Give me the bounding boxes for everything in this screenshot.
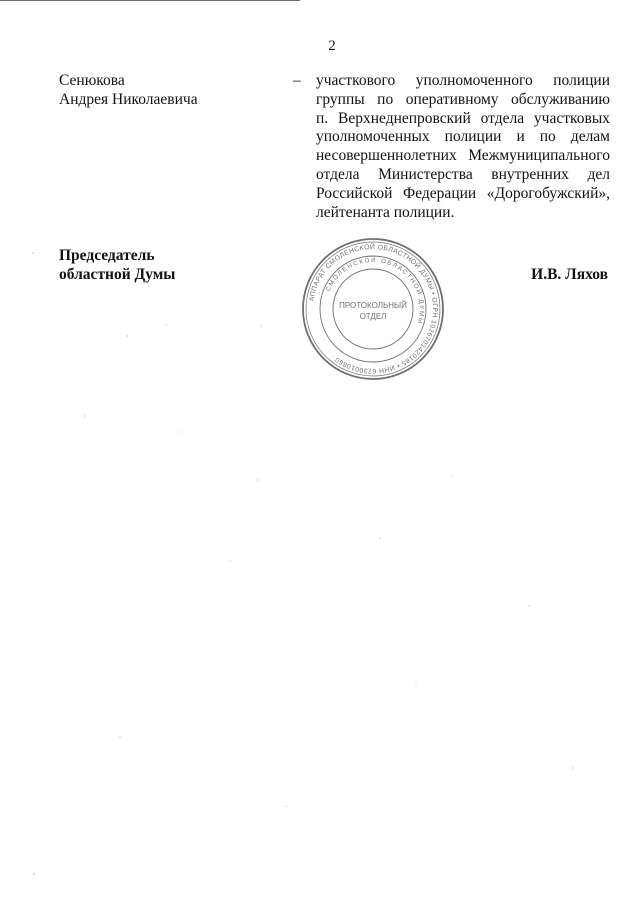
signatory-title [59, 246, 175, 284]
description-line: лейтенанта полиции. [316, 203, 455, 221]
top-rule [0, 0, 300, 1]
description-line: группы по оперативному обслуживанию [316, 90, 610, 108]
description-line: Российской Федерации «Дорогобужский», [316, 184, 610, 202]
signatory-title-line-1: Председатель [59, 247, 155, 264]
signatory-name: И.В. Ляхов [531, 266, 608, 283]
page-number: 2 [328, 38, 336, 54]
stamp-inner-ring-text: СМОЛЕНСКОЙ ОБЛАСТНОЙ ДУМЫ [324, 256, 426, 326]
description-line: отдела Министерства внутренних дел [316, 165, 610, 183]
signatory-title-line-2: областной Думы [59, 266, 176, 283]
description-line: участкового уполномоченного полиции [316, 72, 610, 89]
description-line: несовершеннолетних Межмуниципального [316, 147, 610, 165]
person-given-names: Андрея Николаевича [59, 90, 198, 108]
person-name-block [59, 72, 259, 110]
separator-dash: – [293, 72, 301, 89]
description-line: уполномоченных полиции и по делам [316, 128, 610, 146]
stamp-center-line-2: ОТДЕЛ [359, 312, 387, 321]
description-line: п. Верхнеднепровский отдела участковых [316, 109, 610, 127]
person-surname: Сенюкова [59, 72, 125, 89]
stamp-center-line-1: ПРОТОКОЛЬНЫЙ [339, 301, 407, 310]
person-description [316, 72, 610, 222]
official-stamp [300, 236, 446, 382]
stamp-outer-ring-text: АППАРАТ СМОЛЕНСКОЙ ОБЛАСТНОЙ ДУМЫ • ОГРН 1026701429185 • ИНН 6730010860 [308, 243, 439, 375]
